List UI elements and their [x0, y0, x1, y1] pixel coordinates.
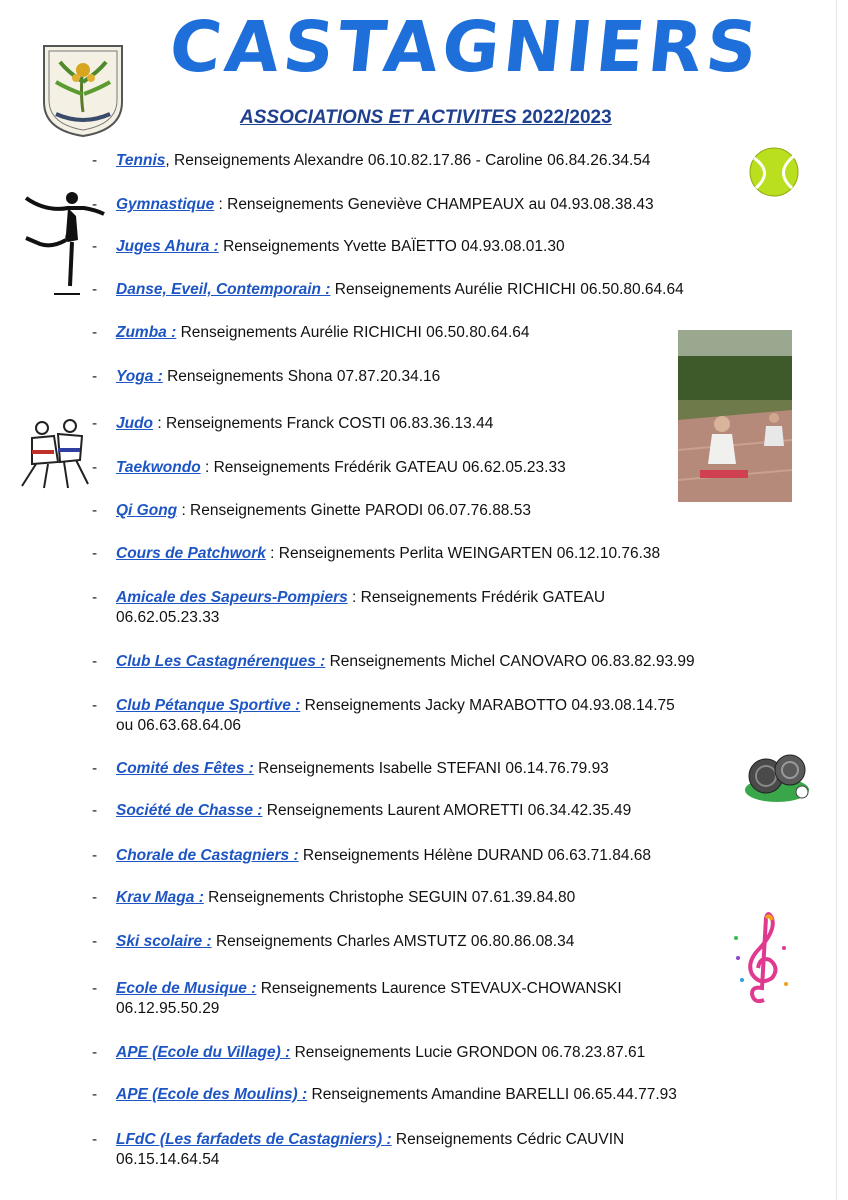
list-item	[92, 932, 752, 952]
list-item	[92, 979, 752, 1019]
bullet-dash: -	[92, 459, 98, 476]
item-text	[116, 846, 752, 866]
activity-name: Krav Maga :	[116, 889, 204, 906]
item-text	[116, 151, 752, 171]
list-item	[92, 846, 752, 866]
activity-contact: : Renseignements Perlita WEINGARTEN 06.12.10.76.38	[265, 545, 661, 562]
activity-name: APE (Ecole des Moulins) :	[116, 1086, 308, 1103]
activity-name: Gymnastique	[116, 196, 215, 213]
item-text	[116, 195, 752, 215]
item-text	[116, 801, 752, 821]
item-text	[116, 932, 752, 952]
bullet-dash: -	[92, 933, 98, 950]
activity-name: Amicale des Sapeurs-Pompiers	[116, 589, 348, 606]
item-text	[116, 588, 752, 628]
list-item	[92, 1085, 752, 1105]
activity-name: APE (Ecole du Village) :	[116, 1044, 291, 1061]
activity-contact: Renseignements Aurélie RICHICHI 06.50.80.64.64	[330, 281, 684, 298]
activity-name: LFdC (Les farfadets de Castagniers) :	[116, 1131, 392, 1148]
list-item	[92, 888, 752, 908]
bullet-dash: -	[92, 415, 98, 432]
list-item	[92, 1043, 752, 1063]
bullet-dash: -	[92, 760, 98, 777]
list-item	[92, 501, 752, 521]
activity-contact: Renseignements Jacky MARABOTTO 04.93.08.14.75	[300, 697, 675, 714]
bullet-dash: -	[92, 653, 98, 670]
activity-name: Yoga :	[116, 368, 163, 385]
list-item	[92, 544, 752, 564]
activity-name: Judo	[116, 415, 154, 432]
item-text	[116, 759, 752, 779]
item-text	[116, 458, 752, 478]
item-text	[116, 280, 752, 300]
item-text	[116, 1130, 752, 1170]
list-item	[92, 759, 752, 779]
list-item	[92, 458, 752, 478]
activity-name: Cours de Patchwork	[116, 545, 266, 562]
item-text	[116, 1043, 752, 1063]
activity-name: Club Pétanque Sportive :	[116, 697, 301, 714]
bullet-dash: -	[92, 368, 98, 385]
list-item	[92, 696, 752, 736]
activity-name: Comité des Fêtes :	[116, 760, 254, 777]
item-text	[116, 652, 752, 672]
activity-contact: : Renseignements Frédérik GATEAU 06.62.05.23.33	[200, 459, 566, 476]
activity-contact: Renseignements Christophe SEGUIN 07.61.39.84.80	[203, 889, 576, 906]
item-text	[116, 501, 752, 521]
bullet-dash: -	[92, 152, 98, 169]
activity-contact: Renseignements Laurent AMORETTI 06.34.42.35.49	[262, 802, 632, 819]
subtitle-text: ASSOCIATIONS ET ACTIVITES	[240, 107, 517, 128]
bullet-dash: -	[92, 802, 98, 819]
list-item	[92, 801, 752, 821]
activity-contact: Renseignements Aurélie RICHICHI 06.50.80.64.64	[176, 324, 530, 341]
activity-contact-cont: ou 06.63.68.64.06	[116, 717, 241, 734]
activity-name: Taekwondo	[116, 459, 201, 476]
item-text	[116, 367, 752, 387]
activity-name: Ecole de Musique :	[116, 980, 257, 997]
bullet-dash: -	[92, 324, 98, 341]
item-text	[116, 979, 752, 1019]
activity-contact: : Renseignements Geneviève CHAMPEAUX au 04.93.08.38.43	[214, 196, 654, 213]
list-item	[92, 367, 752, 387]
list-item	[92, 195, 752, 215]
item-text	[116, 414, 752, 434]
list-item	[92, 652, 752, 672]
activity-name: Zumba :	[116, 324, 177, 341]
activity-name: Danse, Eveil, Contemporain :	[116, 281, 331, 298]
activity-contact: Renseignements Lucie GRONDON 06.78.23.87.61	[290, 1044, 646, 1061]
activity-contact: : Renseignements Frédérik GATEAU	[347, 589, 606, 606]
activity-contact: Renseignements Laurence STEVAUX-CHOWANSKI	[256, 980, 622, 997]
item-text	[116, 696, 752, 736]
item-text	[116, 544, 752, 564]
activity-contact: Renseignements Michel CANOVARO 06.83.82.93.99	[325, 653, 695, 670]
subtitle-year: 2022/2023	[521, 107, 612, 128]
page-title: CASTAGNIERS	[165, 6, 765, 88]
activity-name: Qi Gong	[116, 502, 178, 519]
bullet-dash: -	[92, 502, 98, 519]
activity-contact: Renseignements Yvette BAÏETTO 04.93.08.01.30	[218, 238, 565, 255]
list-item	[92, 237, 752, 257]
activity-contact: Renseignements Charles AMSTUTZ 06.80.86.08.34	[211, 933, 575, 950]
activity-contact: : Renseignements Franck COSTI 06.83.36.13.44	[153, 415, 494, 432]
item-text	[116, 237, 752, 257]
activity-contact: : Renseignements Ginette PARODI 06.07.76.88.53	[177, 502, 531, 519]
bullet-dash: -	[92, 545, 98, 562]
list-item	[92, 151, 752, 171]
activity-contact-cont: 06.12.95.50.29	[116, 1000, 220, 1017]
item-text	[116, 323, 752, 343]
activity-contact: Renseignements Shona 07.87.20.34.16	[162, 368, 441, 385]
bullet-dash: -	[92, 1044, 98, 1061]
activity-contact: Renseignements Cédric CAUVIN	[391, 1131, 625, 1148]
bullet-dash: -	[92, 1086, 98, 1103]
bullet-dash: -	[92, 589, 98, 606]
activity-contact: Renseignements Hélène DURAND 06.63.71.84.68	[298, 847, 652, 864]
list-item	[92, 280, 752, 300]
bullet-dash: -	[92, 196, 98, 213]
bullet-dash: -	[92, 238, 98, 255]
list-item	[92, 1130, 752, 1170]
activity-contact: , Renseignements Alexandre 06.10.82.17.86 - Caroline 06.84.26.34.54	[165, 152, 651, 169]
bullet-dash: -	[92, 889, 98, 906]
list-item	[92, 414, 752, 434]
activity-name: Chorale de Castagniers :	[116, 847, 299, 864]
bullet-dash: -	[92, 980, 98, 997]
activity-name: Société de Chasse :	[116, 802, 263, 819]
bullet-dash: -	[92, 697, 98, 714]
item-text	[116, 888, 752, 908]
list-item	[92, 588, 752, 628]
activity-name: Ski scolaire :	[116, 933, 212, 950]
bullet-dash: -	[92, 1131, 98, 1148]
item-text	[116, 1085, 752, 1105]
bullet-dash: -	[92, 281, 98, 298]
activity-name: Club Les Castagnérenques :	[116, 653, 326, 670]
bullet-dash: -	[92, 847, 98, 864]
activity-contact: Renseignements Amandine BARELLI 06.65.44.77.93	[307, 1086, 677, 1103]
activity-contact-cont: 06.62.05.23.33	[116, 609, 220, 626]
list-item	[92, 323, 752, 343]
activity-name: Juges Ahura :	[116, 238, 219, 255]
activity-contact: Renseignements Isabelle STEFANI 06.14.76.79.93	[253, 760, 609, 777]
activity-contact-cont: 06.15.14.64.54	[116, 1151, 220, 1168]
activity-name: Tennis	[116, 152, 166, 169]
